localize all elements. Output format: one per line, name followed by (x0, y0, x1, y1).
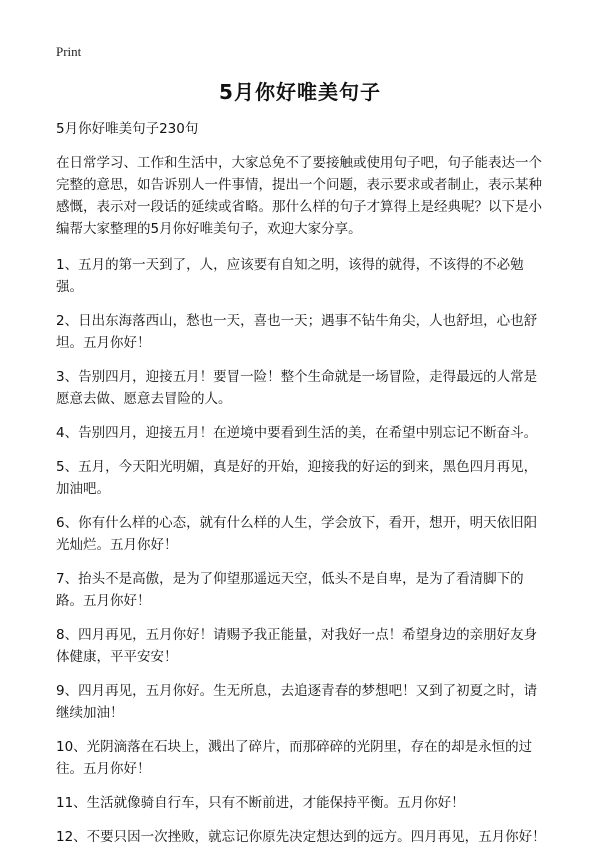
sentence-item: 5、五月，今天阳光明媚，真是好的开始，迎接我的好运的到来，黑色四月再见，加油吧。 (56, 459, 538, 497)
sentence-item: 9、四月再见，五月你好。生无所息，去追逐青春的梦想吧！又到了初夏之时，请继续加油！ (56, 683, 538, 721)
sentence-item: 8、四月再见，五月你好！请赐予我正能量，对我好一点！希望身边的亲朋好友身体健康，平平安安！ (56, 627, 538, 665)
intro-paragraph: 在日常学习、工作和生活中，大家总免不了要接触或使用句子吧，句子能表达一个完整的意思，如告诉别人一件事情，提出一个问题，表示要求或者制止，表示某种感慨，表示对一段话的延续或省略。那什么样的句子才算得上是经典呢？以下是小编帮大家整理的5月你好唯美句子，欢迎大家分享。 (56, 155, 542, 237)
article-body (56, 118, 550, 860)
print-link[interactable]: Print (56, 44, 82, 59)
sentence-item: 6、你有什么样的心态，就有什么样的人生，学会放下，看开，想开，明天依旧阳光灿烂。五月你好！ (56, 515, 538, 553)
sentence-item: 7、抬头不是高傲，是为了仰望那遥远天空，低头不是自卑，是为了看清脚下的路。五月你好！ (56, 571, 524, 609)
sentence-item: 3、告别四月，迎接五月！要冒一险！整个生命就是一场冒险，走得最远的人常是愿意去做、愿意去冒险的人。 (56, 369, 538, 407)
sentence-item: 2、日出东海落西山，愁也一天，喜也一天；遇事不钻牛角尖，人也舒坦，心也舒坦。五月你好！ (56, 313, 538, 351)
sentence-item: 11、生活就像骑自行车，只有不断前进，才能保持平衡。五月你好！ (56, 795, 465, 811)
sentence-item: 4、告别四月，迎接五月！在逆境中要看到生活的美，在希望中别忘记不断奋斗。 (56, 425, 538, 441)
sentence-item: 12、不要只因一次挫败，就忘记你原先决定想达到的远方。四月再见，五月你好！ (56, 829, 546, 845)
sentence-item: 10、光阴滴落在石块上，溅出了碎片，而那碎碎的光阴里，存在的却是永恒的过往。五月你好！ (56, 739, 533, 777)
article-subtitle: 5月你好唯美句子230句 (56, 121, 199, 137)
sentence-item: 1、五月的第一天到了，人，应该要有自知之明，该得的就得，不该得的不必勉强。 (56, 257, 524, 295)
page-title: 5月你好唯美句子 (219, 80, 381, 104)
